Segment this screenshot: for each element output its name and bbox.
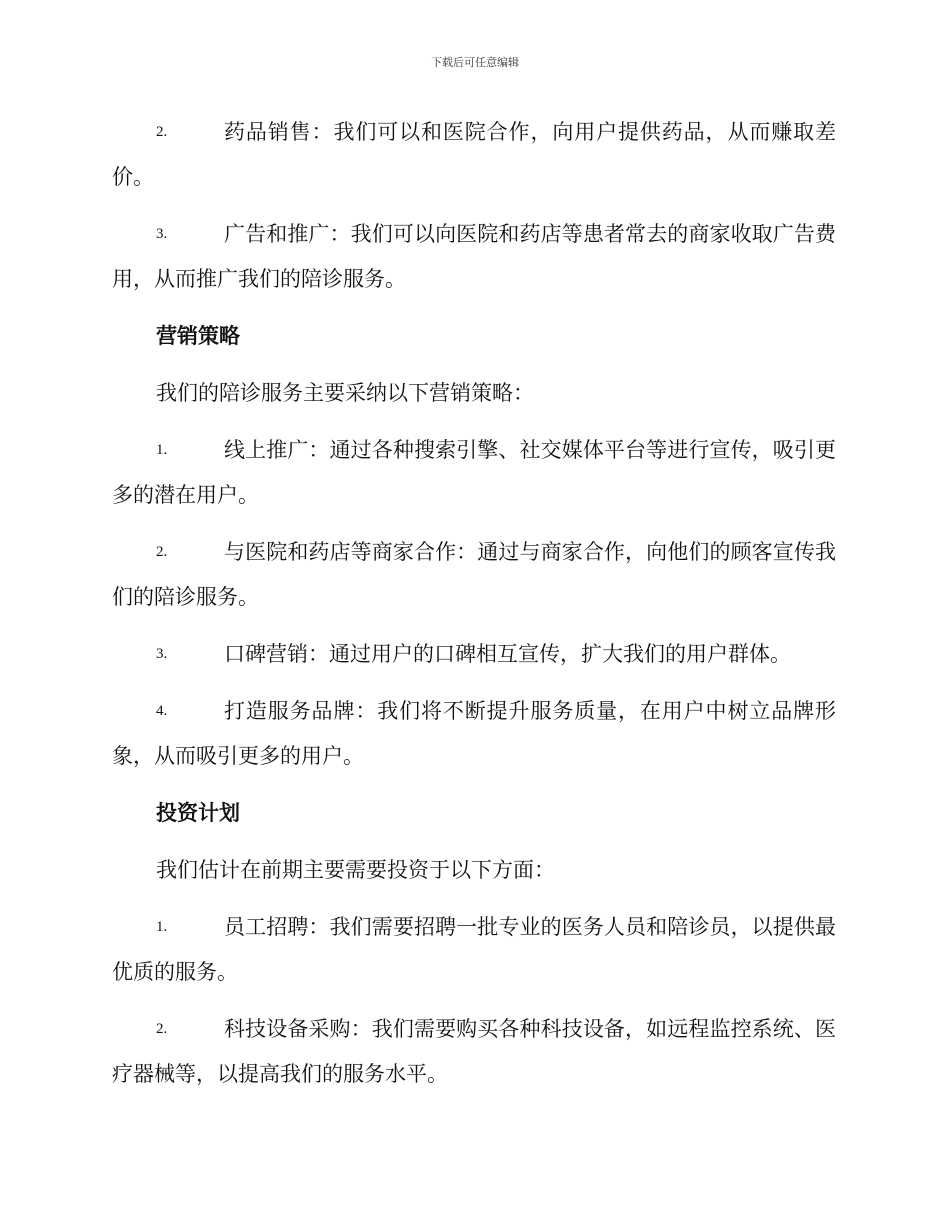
- list-item-number: 3.: [156, 226, 168, 242]
- list-item-text: 与医院和药店等商家合作：通过与商家合作，向他们的顾客宣传我们的陪诊服务。: [112, 540, 836, 609]
- list-item-text: 线上推广：通过各种搜索引擎、社交媒体平台等进行宣传，吸引更多的潜在用户。: [112, 438, 836, 507]
- list-item-number: 2.: [156, 544, 168, 560]
- list-item: [112, 905, 836, 995]
- list-item-text: 药品销售：我们可以和医院合作，向用户提供药品，从而赚取差价。: [112, 120, 836, 189]
- section-heading-investment: 投资计划: [156, 801, 240, 825]
- list-item-number: 2.: [156, 1021, 168, 1037]
- list-item: [112, 632, 836, 677]
- list-item-number: 1.: [156, 919, 168, 935]
- list-item: [112, 428, 836, 518]
- list-item-text: 打造服务品牌：我们将不断提升服务质量，在用户中树立品牌形象，从而吸引更多的用户。: [112, 699, 836, 768]
- section-intro-investment: 我们估计在前期主要需要投资于以下方面：: [156, 858, 555, 882]
- list-item-text: 员工招聘：我们需要招聘一批专业的医务人员和陪诊员，以提供最优质的服务。: [112, 915, 836, 984]
- document-body: [112, 110, 836, 1109]
- list-item-number: 4.: [156, 703, 168, 719]
- list-item-number: 1.: [156, 442, 168, 458]
- list-item: [112, 110, 836, 200]
- list-item-text: 口碑营销：通过用户的口碑相互宣传，扩大我们的用户群体。: [224, 642, 791, 666]
- list-item: [112, 530, 836, 620]
- list-item-text: 广告和推广：我们可以向医院和药店等患者常去的商家收取广告费用，从而推广我们的陪诊服务。: [112, 222, 836, 291]
- list-item: [112, 212, 836, 302]
- list-item-number: 2.: [156, 124, 168, 140]
- section-heading-marketing: 营销策略: [156, 324, 240, 348]
- section-intro-marketing: 我们的陪诊服务主要采纳以下营销策略：: [156, 381, 534, 405]
- page-header-note: 下载后可任意编辑: [431, 56, 519, 69]
- list-item: [112, 689, 836, 779]
- list-item-number: 3.: [156, 646, 168, 662]
- list-item: [112, 1007, 836, 1097]
- list-item-text: 科技设备采购：我们需要购买各种科技设备，如远程监控系统、医疗器械等，以提高我们的服务水平。: [112, 1017, 836, 1086]
